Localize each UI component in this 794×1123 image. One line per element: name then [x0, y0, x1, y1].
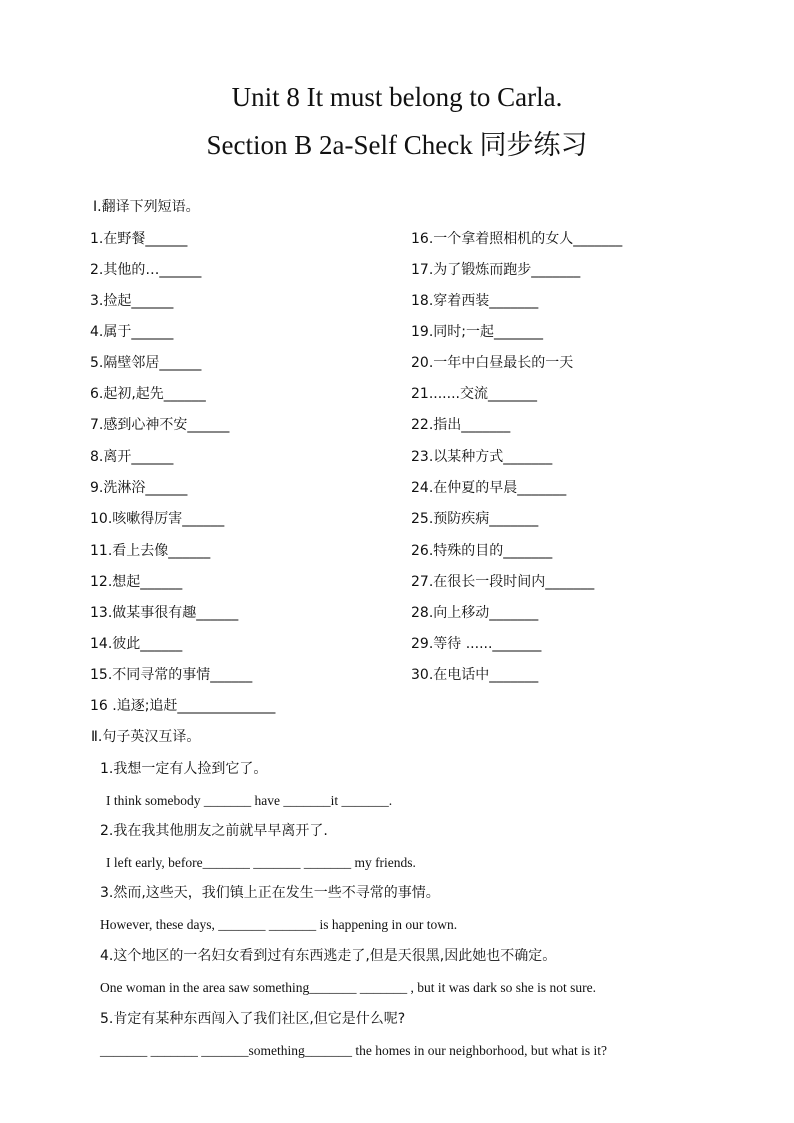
phrase-item: 15.不同寻常的事情______: [90, 667, 253, 683]
page-title-line-1: Unit 8 It must belong to Carla.: [231, 82, 563, 112]
sentence-chinese: 3.然而,这些天，我们镇上正在发生一些不寻常的事情。: [100, 885, 440, 901]
phrase-item: 19.同时;一起_______: [411, 324, 543, 340]
phrase-item: 18.穿着西装_______: [411, 293, 539, 309]
phrase-item: 2.其他的…______: [90, 262, 202, 278]
phrase-item: 10.咳嗽得厉害______: [90, 511, 225, 527]
sentence-english: One woman in the area saw something_______ _______ , but it was dark so she is not sure.: [100, 980, 597, 995]
phrase-item: 6.起初,起先______: [90, 386, 206, 402]
phrase-item: 25.预防疾病_______: [411, 511, 539, 527]
phrase-item: 13.做某事很有趣______: [90, 605, 239, 621]
phrase-item: 11.看上去像______: [90, 543, 211, 559]
sentence-chinese: 5.肯定有某种东西闯入了我们社区,但它是什么呢?: [100, 1011, 406, 1027]
phrase-item: 16.一个拿着照相机的女人_______: [411, 231, 623, 247]
phrase-item: 7.感到心神不安______: [90, 417, 230, 433]
sentence-english: I think somebody _______ have _______it _______.: [106, 793, 393, 808]
phrase-item: 16 .追逐;追赶______________: [90, 698, 276, 714]
section-2-heading: Ⅱ.句子英汉互译。: [91, 729, 201, 745]
phrase-item: 5.隔壁邻居______: [90, 355, 202, 371]
phrase-item: 21.......交流_______: [411, 386, 537, 402]
phrase-item: 29.等待 ......_______: [411, 636, 542, 652]
phrase-item: 22.指出_______: [411, 417, 511, 433]
phrase-item: 1.在野餐______: [90, 231, 188, 247]
phrase-item: 30.在电话中_______: [411, 667, 539, 683]
phrase-item: 8.离开______: [90, 449, 174, 465]
phrase-item: 9.洗淋浴______: [90, 480, 188, 496]
phrase-item: 27.在很长一段时间内_______: [411, 574, 595, 590]
phrase-item: 17.为了锻炼而跑步_______: [411, 262, 581, 278]
section-1-heading: Ⅰ.翻译下列短语。: [93, 199, 200, 215]
phrase-item: 3.捡起______: [90, 293, 174, 309]
sentence-chinese: 1.我想一定有人捡到它了。: [100, 761, 268, 777]
sentence-chinese: 4.这个地区的一名妇女看到过有东西逃走了,但是天很黑,因此她也不确定。: [100, 948, 557, 964]
page-title-line-2: Section B 2a-Self Check 同步练习: [206, 130, 588, 160]
phrase-item: 23.以某种方式_______: [411, 449, 553, 465]
phrase-item: 24.在仲夏的早晨_______: [411, 480, 567, 496]
sentence-english: I left early, before_______ _______ _______ my friends.: [106, 855, 416, 870]
sentence-english: However, these days, _______ _______ is happening in our town.: [100, 917, 458, 932]
phrase-item: 12.想起______: [90, 574, 183, 590]
phrase-item: 14.彼此______: [90, 636, 183, 652]
phrase-item: 4.属于______: [90, 324, 174, 340]
phrase-item: 26.特殊的目的_______: [411, 543, 553, 559]
phrase-item: 28.向上移动_______: [411, 605, 539, 621]
sentence-chinese: 2.我在我其他朋友之前就早早离开了.: [100, 823, 328, 839]
phrase-item: 20.一年中白昼最长的一天: [411, 355, 574, 371]
sentence-english: _______ _______ _______something_______ the homes in our neighborhood, but what is it?: [100, 1043, 607, 1058]
